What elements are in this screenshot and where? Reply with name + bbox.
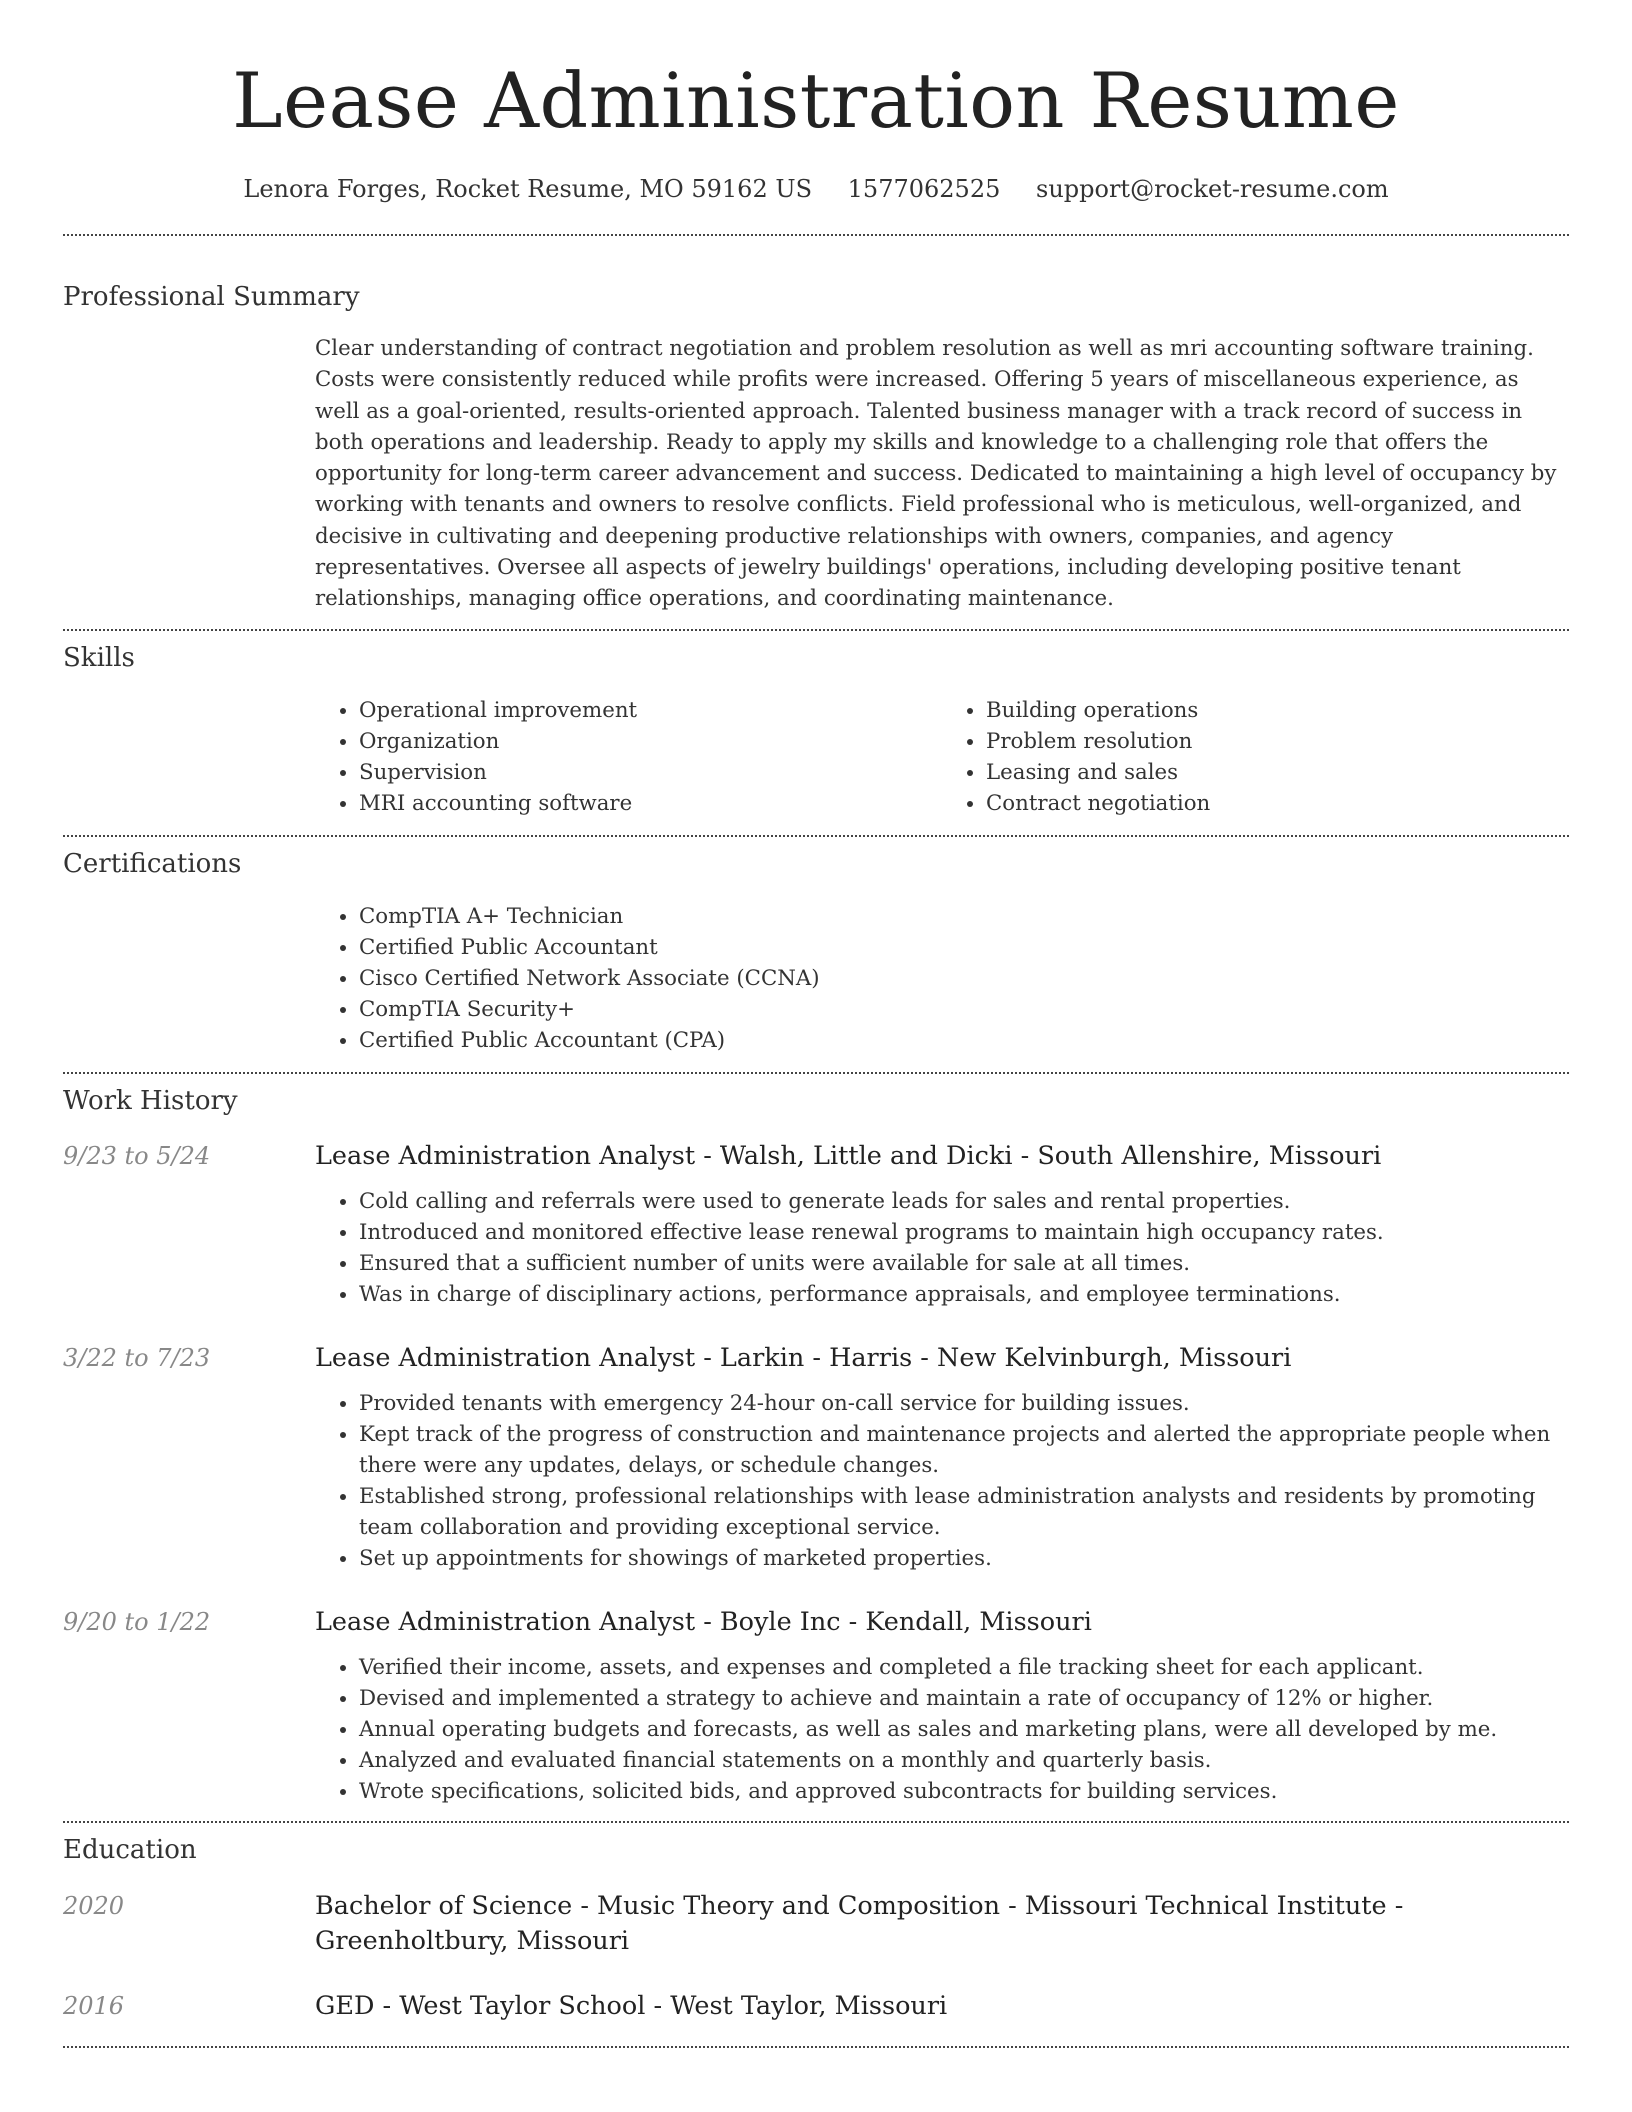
job-bullets <box>315 1652 1569 1807</box>
job-entry <box>63 1341 1569 1574</box>
skill-item: • Contract negotiation <box>986 788 1569 819</box>
skill-item: • MRI accounting software <box>359 788 942 819</box>
summary-text: Clear understanding of contract negotiation and problem resolution as well as mri accounting software training. Costs were consistently reduced while profits were increased. Offering 5 years of miscellaneous experience, as well as a goal-oriented, results-oriented approach. Talented business manager with a track record of success in both operations and leadership. Ready to apply my skills and knowledge to a challenging role that offers the opportunity for long-term career advancement and success. Dedicated to maintaining a high level of occupancy by working with tenants and owners to resolve conflicts. Field professional who is meticulous, well-organized, and decisive in cultivating and deepening productive relationships with owners, companies, and agency representatives. Oversee all aspects of jewelry buildings' operations, including developing positive tenant relationships, managing office operations, and coordinating maintenance. <box>315 336 1557 612</box>
contact-email: support@rocket-resume.com <box>1036 175 1389 203</box>
job-entry <box>63 1139 1569 1310</box>
job-dates: 9/20 to 1/22 <box>63 1607 211 1636</box>
job-bullet: • Wrote specifications, solicited bids, and approved subcontracts for building services. <box>359 1776 1569 1807</box>
education-year: 2016 <box>63 1991 125 2020</box>
certifications-list <box>315 901 1569 1056</box>
job-dates: 9/23 to 5/24 <box>63 1141 211 1170</box>
contact-address: Lenora Forges, Rocket Resume, MO 59162 US <box>243 175 813 203</box>
contact-line <box>63 172 1569 206</box>
job-bullet: • Provided tenants with emergency 24-hour on-call service for building issues. <box>359 1388 1569 1419</box>
skill-item: • Building operations <box>986 695 1569 726</box>
education-divider <box>63 2046 1569 2048</box>
education-entry <box>63 1989 1569 2024</box>
work-section <box>63 1074 1569 1807</box>
job-bullet: • Introduced and monitored effective lease renewal programs to maintain high occupancy rates. <box>359 1217 1569 1248</box>
job-bullet: • Analyzed and evaluated financial statements on a monthly and quarterly basis. <box>359 1745 1569 1776</box>
certification-item: • Cisco Certified Network Associate (CCNA) <box>359 963 1569 994</box>
job-bullet: • Set up appointments for showings of marketed properties. <box>359 1543 1569 1574</box>
resume-title: Lease Administration Resume <box>232 56 1400 145</box>
job-bullet: • Established strong, professional relationships with lease administration analysts and residents by promoting team collaboration and providing exceptional service. <box>359 1481 1569 1543</box>
job-dates: 3/22 to 7/23 <box>63 1343 211 1372</box>
job-bullet: • Verified their income, assets, and expenses and completed a file tracking sheet for each applicant. <box>359 1652 1569 1683</box>
skill-item: • Organization <box>359 726 942 757</box>
certification-item: • CompTIA Security+ <box>359 994 1569 1025</box>
work-title: Work History <box>63 1085 238 1116</box>
skill-item: • Problem resolution <box>986 726 1569 757</box>
skill-item: • Supervision <box>359 757 942 788</box>
summary-section <box>63 236 1569 615</box>
certifications-title: Certifications <box>63 848 242 879</box>
skills-list-left <box>315 695 942 819</box>
education-section <box>63 1823 1569 2024</box>
job-bullet: • Was in charge of disciplinary actions, performance appraisals, and employee terminations. <box>359 1279 1569 1310</box>
skills-section <box>63 631 1569 819</box>
job-bullet: • Devised and implemented a strategy to achieve and maintain a rate of occupancy of 12% or higher. <box>359 1683 1569 1714</box>
job-bullet: • Ensured that a sufficient number of units were available for sale at all times. <box>359 1248 1569 1279</box>
certification-item: • Certified Public Accountant <box>359 932 1569 963</box>
job-bullet: • Cold calling and referrals were used to generate leads for sales and rental properties. <box>359 1186 1569 1217</box>
education-year: 2020 <box>63 1891 125 1920</box>
education-heading: Bachelor of Science - Music Theory and Composition - Missouri Technical Institute - Greenholtbury, Missouri <box>315 1890 1404 1956</box>
job-heading: Lease Administration Analyst - Larkin - Harris - New Kelvinburgh, Missouri <box>315 1342 1292 1373</box>
job-bullet: • Kept track of the progress of construction and maintenance projects and alerted the appropriate people when there were any updates, delays, or schedule changes. <box>359 1419 1569 1481</box>
skills-title: Skills <box>63 642 135 673</box>
contact-phone: 1577062525 <box>847 175 1001 203</box>
skills-list-right <box>942 695 1569 819</box>
job-bullets <box>315 1388 1569 1574</box>
certifications-section <box>63 837 1569 1056</box>
education-heading: GED - West Taylor School - West Taylor, Missouri <box>315 1990 948 2021</box>
summary-title: Professional Summary <box>63 282 360 312</box>
job-entry <box>63 1605 1569 1807</box>
job-bullets <box>315 1186 1569 1310</box>
education-entry <box>63 1889 1569 1959</box>
skill-item: • Operational improvement <box>359 695 942 726</box>
skill-item: • Leasing and sales <box>986 757 1569 788</box>
job-heading: Lease Administration Analyst - Walsh, Little and Dicki - South Allenshire, Missouri <box>315 1140 1382 1171</box>
certification-item: • Certified Public Accountant (CPA) <box>359 1025 1569 1056</box>
job-bullet: • Annual operating budgets and forecasts, as well as sales and marketing plans, were all developed by me. <box>359 1714 1569 1745</box>
education-title: Education <box>63 1834 197 1865</box>
certification-item: • CompTIA A+ Technician <box>359 901 1569 932</box>
job-heading: Lease Administration Analyst - Boyle Inc - Kendall, Missouri <box>315 1606 1092 1637</box>
